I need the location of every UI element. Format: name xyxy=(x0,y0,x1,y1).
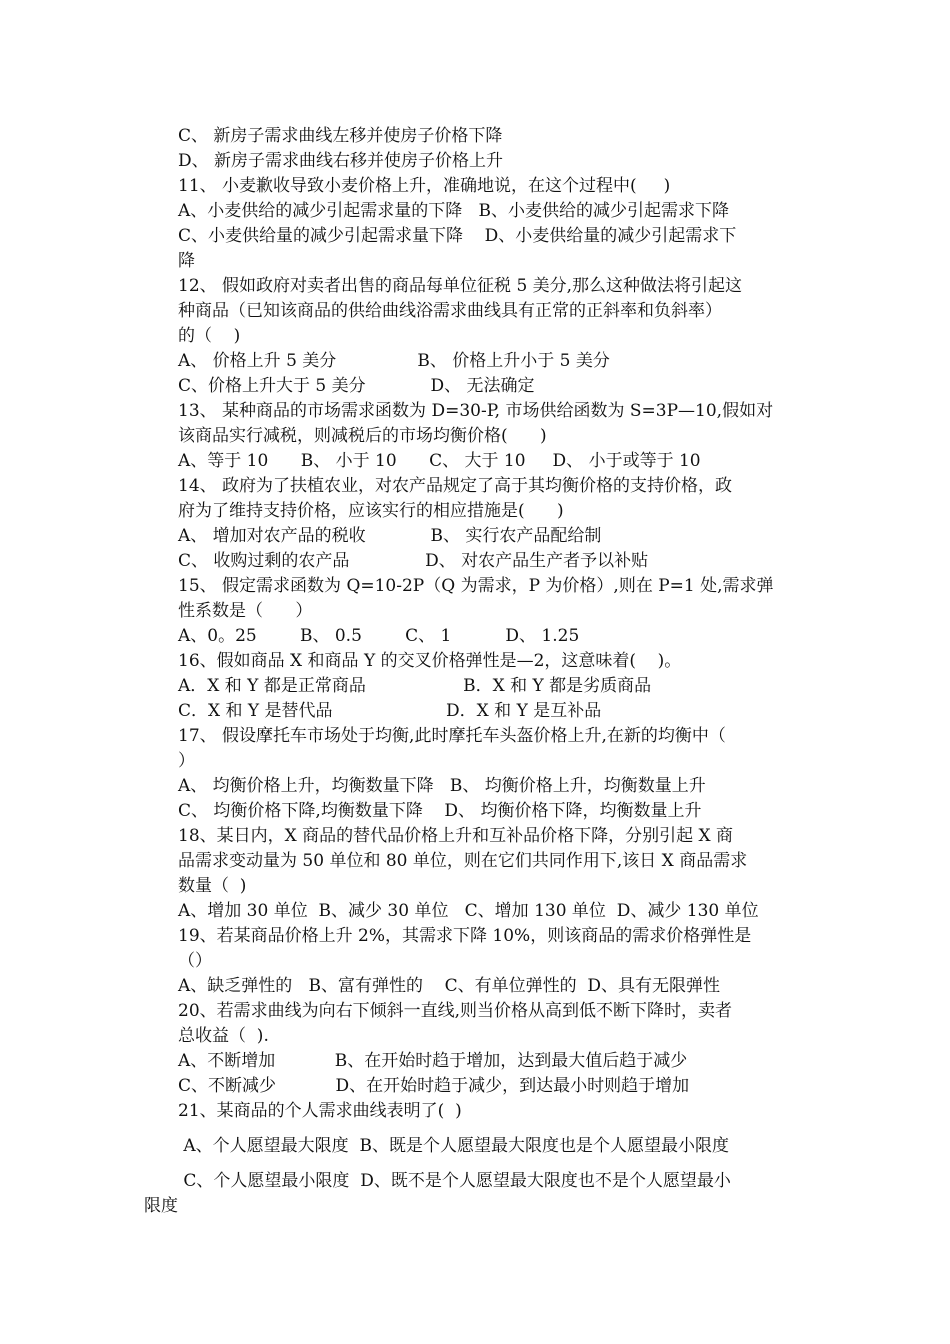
text-line: 品需求变动量为 50 单位和 80 单位，则在它们共同作用下,该日 X 商品需求 xyxy=(178,851,748,871)
text-line: A、不断增加 B、在开始时趋于增加，达到最大值后趋于减少 xyxy=(178,1051,688,1071)
text-line: 19、若某商品价格上升 2%，其需求下降 10%，则该商品的需求价格弹性是 xyxy=(178,926,752,946)
text-line: C．X 和 Y 是替代品 D．X 和 Y 是互补品 xyxy=(178,701,602,721)
text-line: 17、 假设摩托车市场处于均衡,此时摩托车头盔价格上升,在新的均衡中（ xyxy=(178,726,726,746)
text-line: 种商品（已知该商品的供给曲线浴需求曲线具有正常的正斜率和负斜率） xyxy=(178,301,722,321)
text-line: A、等于 10 B、 小于 10 C、 大于 10 D、 小于或等于 10 xyxy=(178,451,701,471)
text-line: D、 新房子需求曲线右移并使房子价格上升 xyxy=(178,151,504,171)
text-line: C、 均衡价格下降,均衡数量下降 D、 均衡价格下降，均衡数量上升 xyxy=(178,801,702,821)
text-line: A、小麦供给的减少引起需求量的下降 B、小麦供给的减少引起需求下降 xyxy=(178,201,729,221)
question-text xyxy=(144,124,818,1219)
text-line: ） xyxy=(178,751,195,771)
text-line: 16、假如商品 X 和商品 Y 的交叉价格弹性是—2，这意味着( )。 xyxy=(178,651,682,671)
text-line: C、 收购过剩的农产品 D、 对农产品生产者予以补贴 xyxy=(178,551,649,571)
text-line: 该商品实行减税，则减税后的市场均衡价格( ) xyxy=(178,426,547,446)
text-line: 21、某商品的个人需求曲线表明了( ) xyxy=(178,1101,462,1121)
text-line: A、0。25 B、 0.5 C、 1 D、 1.25 xyxy=(178,626,580,646)
text-line: A、缺乏弹性的 B、富有弹性的 C、有单位弹性的 D、具有无限弹性 xyxy=(178,976,721,996)
text-line: A、增加 30 单位 B、减少 30 单位 C、增加 130 单位 D、减少 130 单位 xyxy=(178,901,759,921)
text-line: A、个人愿望最大限度 B、既是个人愿望最大限度也是个人愿望最小限度 xyxy=(178,1136,729,1156)
text-line: C、价格上升大于 5 美分 D、 无法确定 xyxy=(178,376,535,396)
text-line: 的（ ) xyxy=(178,326,241,346)
text-line: 15、 假定需求函数为 Q=10-2P（Q 为需求，P 为价格）,则在 P=1 处,需求弹 xyxy=(178,576,774,596)
text-line: A、 价格上升 5 美分 B、 价格上升小于 5 美分 xyxy=(178,351,610,371)
text-line: A、 增加对农产品的税收 B、 实行农产品配给制 xyxy=(178,526,602,546)
text-line: 总收益（ ). xyxy=(178,1026,269,1046)
text-line: C、个人愿望最小限度 D、既不是个人愿望最大限度也不是个人愿望最小 xyxy=(178,1171,731,1191)
text-line: C、小麦供给量的减少引起需求量下降 D、小麦供给量的减少引起需求下 xyxy=(178,226,737,246)
text-line: C、不断减少 D、在开始时趋于减少，到达最小时则趋于增加 xyxy=(178,1076,690,1096)
text-line: 数量（ ) xyxy=(178,876,247,896)
text-line: 府为了维持支持价格，应该实行的相应措施是( ) xyxy=(178,501,564,521)
text-line: 13、 某种商品的市场需求函数为 D=30-P, 市场供给函数为 S=3P—10,假如对 xyxy=(178,401,774,421)
text-line: A．X 和 Y 都是正常商品 B．X 和 Y 都是劣质商品 xyxy=(178,676,652,696)
text-line: A、 均衡价格上升，均衡数量下降 B、 均衡价格上升，均衡数量上升 xyxy=(178,776,706,796)
text-line: 降 xyxy=(178,251,195,271)
text-line: 14、 政府为了扶植农业，对农产品规定了高于其均衡价格的支持价格，政 xyxy=(178,476,733,496)
text-line: 性系数是（ ） xyxy=(178,601,313,621)
text-line: C、 新房子需求曲线左移并使房子价格下降 xyxy=(178,126,503,146)
text-line-outdent: 限度 xyxy=(144,1196,178,1216)
text-line: 18、某日内，X 商品的替代品价格上升和互补品价格下降，分别引起 X 商 xyxy=(178,826,734,846)
text-line: 12、 假如政府对卖者出售的商品每单位征税 5 美分,那么这种做法将引起这 xyxy=(178,276,743,296)
text-line: 20、若需求曲线为向右下倾斜一直线,则当价格从高到低不断下降时，卖者 xyxy=(178,1001,733,1021)
text-line: 11、 小麦歉收导致小麦价格上升，准确地说，在这个过程中( ) xyxy=(178,176,671,196)
text-line: （） xyxy=(178,951,212,971)
